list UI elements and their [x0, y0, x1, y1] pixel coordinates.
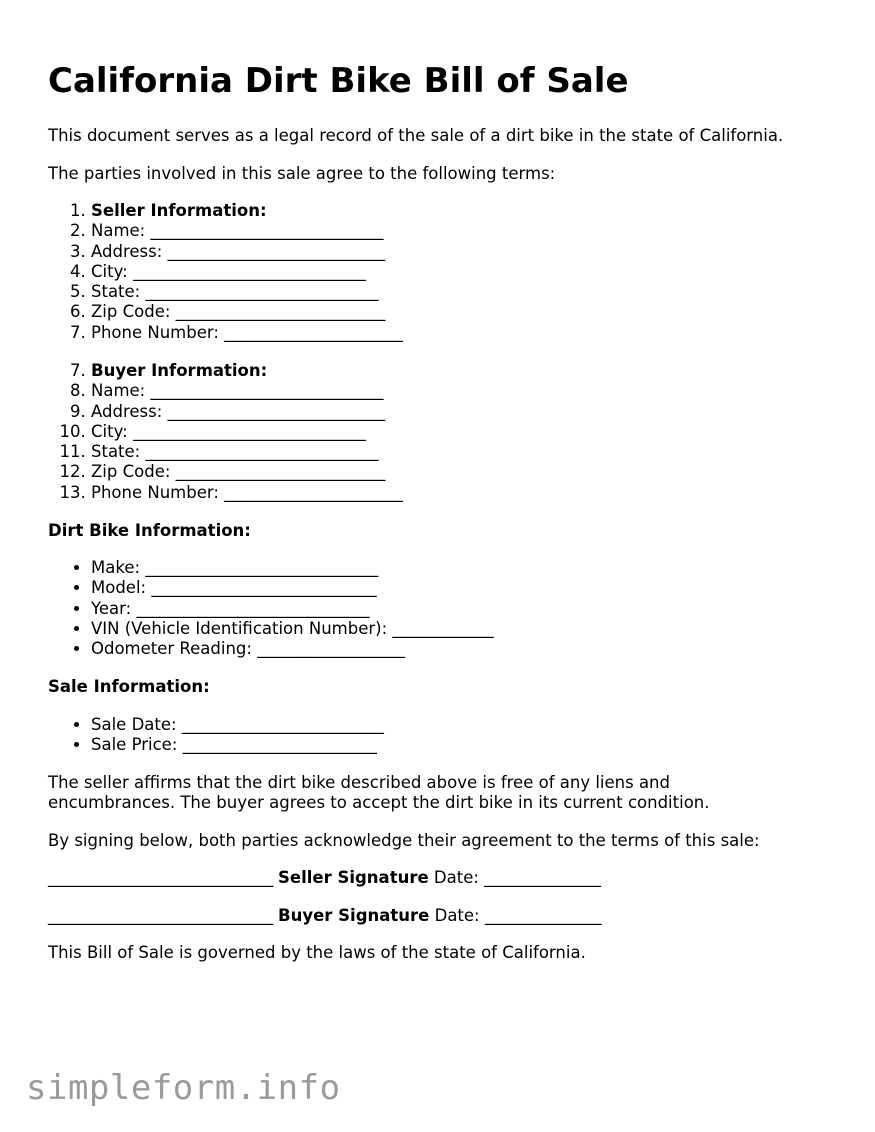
seller-address-field: 3. Address: ____________________________: [91, 242, 402, 262]
seller-phone-field: 7. Phone Number: _______________________: [91, 323, 402, 343]
buyer-signature-label: Buyer Signature: [278, 906, 430, 925]
bike-model-field: • Model: _____________________________: [91, 578, 493, 598]
fill-blank[interactable]: ____________________________: [167, 241, 385, 261]
sale-heading: Sale Information:: [48, 677, 210, 696]
buyer-zip-field: 12. Zip Code: ___________________________: [91, 462, 402, 482]
seller-city-field: 4. City: ______________________________: [91, 262, 402, 282]
seller-signature-line[interactable]: _____________________________: [48, 868, 273, 887]
buyer-signature-line[interactable]: _____________________________: [48, 906, 273, 925]
fill-blank[interactable]: _____________: [392, 618, 494, 638]
affirmation-line-2: encumbrances. The buyer agrees to accept the dirt bike in its current condition.: [48, 793, 710, 812]
document-title: California Dirt Bike Bill of Sale: [48, 61, 629, 101]
fill-blank[interactable]: ____________________________: [167, 401, 385, 421]
watermark: simpleform.info: [26, 1068, 341, 1108]
fill-blank[interactable]: __________________________: [181, 715, 384, 734]
fill-blank[interactable]: ______________________________: [132, 261, 366, 281]
seller-date-blank[interactable]: _______________: [484, 868, 601, 887]
fill-blank[interactable]: ___________________: [257, 639, 405, 659]
fill-blank[interactable]: ______________________________: [150, 381, 383, 401]
buyer-address-field: 9. Address: ____________________________: [91, 402, 402, 422]
buyer-info-list: [48, 361, 402, 503]
fill-blank[interactable]: ___________________________: [175, 462, 385, 482]
bike-odometer-field: • Odometer Reading: ___________________: [91, 639, 493, 659]
governing-law-statement: This Bill of Sale is governed by the laws of the state of California.: [48, 943, 586, 962]
bike-heading: Dirt Bike Information:: [48, 521, 251, 540]
sale-info-list: [48, 715, 383, 756]
seller-info-list: [48, 201, 402, 343]
intro-paragraph: This document serves as a legal record of the sale of a dirt bike in the state of California.: [48, 126, 784, 145]
buyer-heading: 7. Buyer Information:: [91, 361, 402, 381]
buyer-date-blank[interactable]: _______________: [484, 906, 602, 925]
seller-date-label: Date:: [433, 868, 479, 887]
fill-blank[interactable]: _____________________________: [151, 578, 377, 598]
fill-blank[interactable]: _______________________: [224, 322, 403, 342]
sale-date-field: • Sale Date: __________________________: [91, 715, 383, 735]
fill-blank[interactable]: ___________________________: [175, 302, 385, 322]
buyer-date-label: Date:: [434, 906, 480, 925]
bike-make-field: • Make: ______________________________: [91, 558, 493, 578]
buyer-signature-row: [48, 906, 601, 926]
bike-info-list: [48, 558, 493, 659]
affirmation-line-1: The seller affirms that the dirt bike described above is free of any liens and: [48, 773, 670, 792]
buyer-state-field: 11. State: ______________________________: [91, 442, 402, 462]
parties-intro: The parties involved in this sale agree to the following terms:: [48, 164, 556, 183]
fill-blank[interactable]: ______________________________: [132, 421, 366, 441]
buyer-city-field: 10. City: ______________________________: [91, 422, 402, 442]
seller-zip-field: 6. Zip Code: ___________________________: [91, 302, 402, 322]
buyer-name-field: 8. Name: ______________________________: [91, 381, 402, 401]
bike-year-field: • Year: ______________________________: [91, 599, 493, 619]
signing-intro: By signing below, both parties acknowledge their agreement to the terms of this sale:: [48, 831, 760, 850]
buyer-phone-field: 13. Phone Number: _______________________: [91, 483, 402, 503]
fill-blank[interactable]: ______________________________: [145, 558, 378, 577]
seller-state-field: 5. State: ______________________________: [91, 282, 402, 302]
fill-blank[interactable]: ______________________________: [136, 598, 369, 618]
bike-vin-field: • VIN (Vehicle Identification Number): _____________: [91, 619, 493, 639]
seller-signature-label: Seller Signature: [278, 868, 429, 887]
fill-blank[interactable]: ______________________________: [145, 442, 378, 462]
fill-blank[interactable]: ______________________________: [150, 221, 383, 241]
seller-heading: 1. Seller Information:: [91, 201, 402, 221]
fill-blank[interactable]: _________________________: [182, 735, 377, 755]
sale-price-field: • Sale Price: _________________________: [91, 735, 383, 755]
seller-name-field: 2. Name: ______________________________: [91, 221, 402, 241]
fill-blank[interactable]: ______________________________: [145, 282, 378, 302]
seller-signature-row: [48, 868, 600, 888]
fill-blank[interactable]: _______________________: [224, 482, 403, 502]
